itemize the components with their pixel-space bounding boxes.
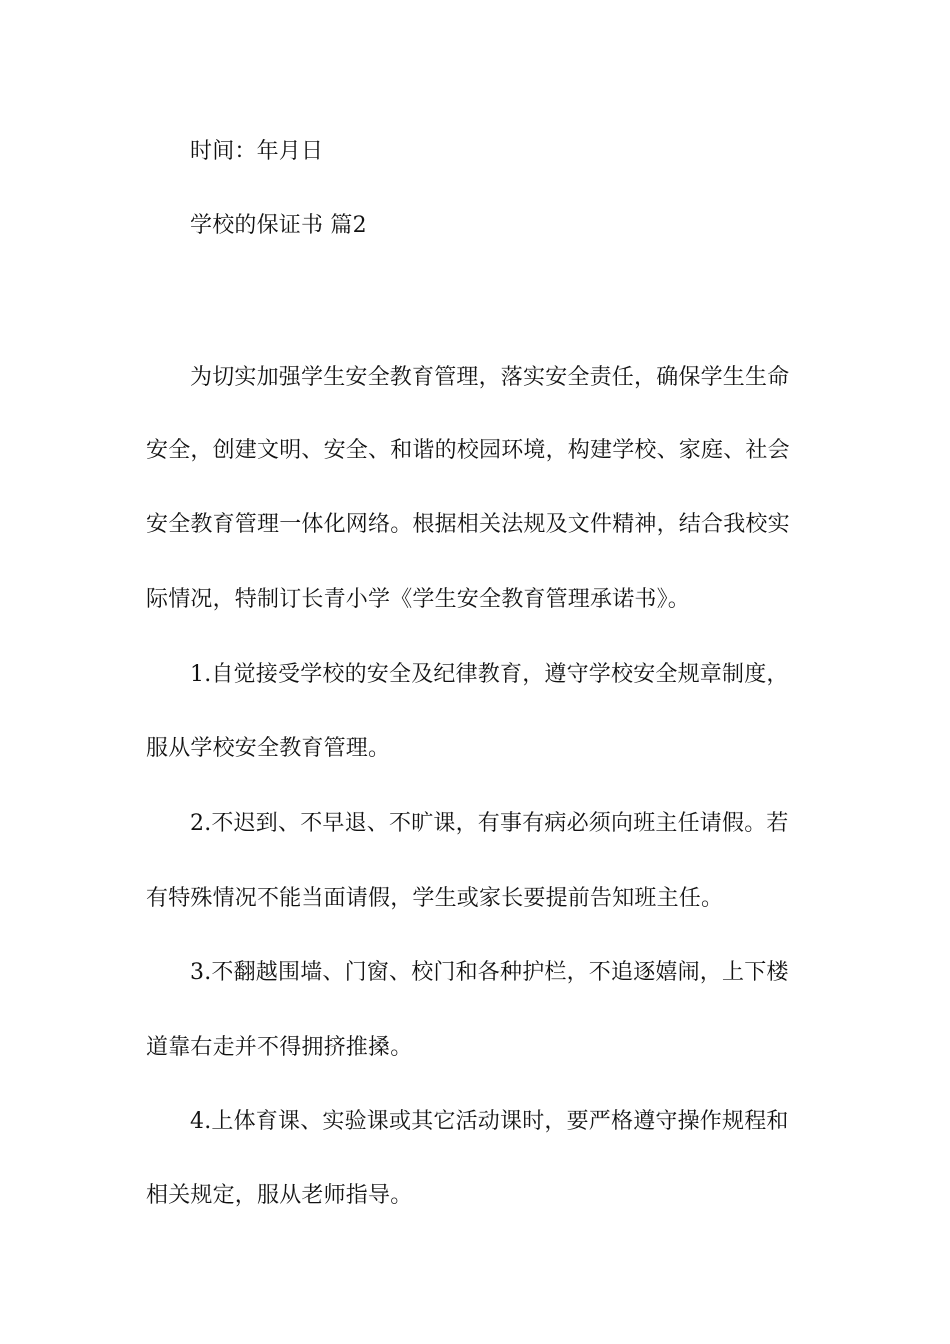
item-1-line-2: 服从学校安全教育管理。 [146, 736, 391, 761]
item-3-line-1: 3.不翻越围墙、门窗、校门和各种护栏，不追逐嬉闹，上下楼 [190, 960, 789, 985]
item-2-line-2: 有特殊情况不能当面请假，学生或家长要提前告知班主任。 [146, 886, 724, 911]
paragraph-intro-line-2: 安全，创建文明、安全、和谐的校园环境，构建学校、家庭、社会 [146, 438, 790, 463]
paragraph-intro-line-1: 为切实加强学生安全教育管理，落实安全责任，确保学生生命 [190, 365, 790, 390]
section-heading: 学校的保证书 篇2 [190, 213, 367, 238]
item-2-line-1: 2.不迟到、不早退、不旷课，有事有病必须向班主任请假。若 [190, 811, 789, 836]
item-4-line-1: 4.上体育课、实验课或其它活动课时，要严格遵守操作规程和 [190, 1109, 789, 1134]
date-line: 时间：年月日 [190, 139, 324, 164]
item-1-line-1: 1.自觉接受学校的安全及纪律教育，遵守学校安全规章制度， [190, 662, 789, 687]
item-4-line-2: 相关规定，服从老师指导。 [146, 1183, 413, 1208]
item-3-line-2: 道靠右走并不得拥挤推搡。 [146, 1035, 413, 1060]
paragraph-intro-line-3: 安全教育管理一体化网络。根据相关法规及文件精神，结合我校实 [146, 512, 790, 537]
paragraph-intro-line-4: 际情况，特制订长青小学《学生安全教育管理承诺书》。 [146, 587, 691, 612]
